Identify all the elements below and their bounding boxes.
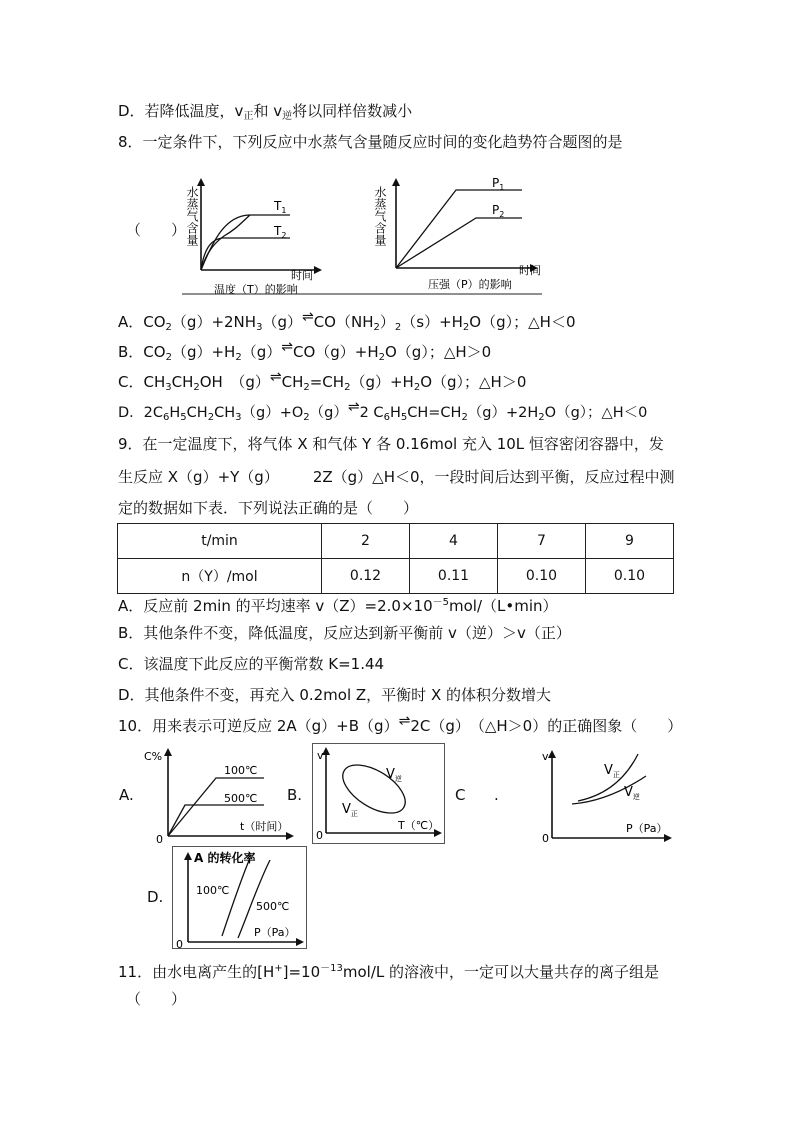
q8-fig1-x-arrow [314, 266, 322, 274]
q8-fig1-label-t2: $T_2$ [274, 224, 287, 240]
table-cell: 9 [585, 524, 673, 559]
q8-fig2-label-p1: $P_1$ [492, 178, 505, 192]
figD-line2-label: 500℃ [256, 900, 290, 913]
figD-y-arrow [184, 852, 192, 860]
q10-figure-b [312, 743, 446, 845]
figB-ylabel: v [317, 749, 324, 762]
q9-option-b: B．其他条件不变，降低温度，反应达到新平衡前 v（逆）＞v（正） [118, 624, 571, 642]
q8-fig2 [373, 178, 541, 291]
figA-ylabel: C% [144, 750, 163, 763]
q8-fig1 [185, 178, 322, 296]
figD-ylabel: A 的转化率 [194, 851, 256, 865]
q8-fig1-curve-detail [201, 215, 250, 270]
table-cell: 4 [410, 524, 498, 559]
q10-figure-a [140, 744, 303, 844]
figB-xlabel: T（℃） [398, 819, 440, 832]
q7-option-d: D．若降低温度，$v_正$和 $v_逆$将以同样倍数减小 [118, 102, 413, 122]
figC-ylabel: v [542, 750, 549, 763]
figC-x-arrow [664, 834, 672, 842]
q9-stem-line2: 生反应 X（g）+Y（g） 2Z（g）△H＜0，一段时间后达到平衡，反应过程中测 [118, 468, 675, 486]
q8-fig2-caption: 压强（P）的影响 [428, 278, 512, 291]
q8-fig1-ylabel: 水蒸气含量 [185, 186, 199, 246]
figA-origin: 0 [156, 833, 163, 844]
q10-figure-d [172, 846, 308, 950]
q8-fig1-xlabel: 时间 [291, 269, 313, 282]
figC-origin: 0 [542, 832, 549, 844]
table-header-row [118, 524, 674, 559]
figB-origin: 0 [316, 829, 323, 842]
table-cell: 0.11 [410, 559, 498, 594]
q9-option-d: D．其他条件不变，再充入 0.2mol Z，平衡时 X 的体积分数增大 [118, 686, 551, 704]
q8-fig1-label-t1: $T_1$ [274, 199, 287, 215]
q8-fig2-label-p2: $P_2$ [492, 203, 505, 219]
q10-stem: 10．用来表示可逆反应 2A（g）+B（g）⇌2C（g） （△H＞0）的正确图象（ ） [118, 713, 683, 735]
q9-stem-line1: 9．在一定温度下，将气体 X 和气体 Y 各 0.16mol 充入 10L 恒容密闭容器中，发 [118, 435, 664, 453]
q11-stem: 11．由水电离产生的$[H^+]=10^{-13}mol/L$ 的溶液中，一定可以大量共存的离子组是 [118, 963, 660, 981]
table-cell: 0.12 [322, 559, 410, 594]
figC-vrev-label: $V_逆$ [624, 785, 640, 801]
table-cell: t/min [118, 524, 322, 559]
figC-xlabel: P（Pa） [626, 822, 668, 835]
q8-fig1-y-arrow [197, 178, 205, 186]
q10-letter-d: D. [147, 888, 164, 906]
q11-answer-blank: （ ） [126, 990, 187, 1008]
figC-vfwd-label: $V_正$ [604, 763, 620, 779]
q8-option-a: A．$CO_2(g)+2NH_3(g)\rightleftharpoons CO(NH_2)_2(s)+H_2O(g)$；△H＜0 [118, 309, 576, 333]
figB-vrev-label: $V_逆$ [386, 767, 402, 783]
table-cell: 7 [497, 524, 585, 559]
q10-figure-c [538, 746, 678, 844]
table-cell: 0.10 [497, 559, 585, 594]
figA-line1-label: 100℃ [224, 764, 258, 777]
figC-y-arrow [548, 750, 556, 758]
q9-data-table [117, 523, 674, 594]
q9-option-a: A．反应前 2min 的平均速率 $v(Z)=2.0\times 10^{-5}mol/(L•\min)$ [118, 597, 558, 615]
table-cell: 2 [322, 524, 410, 559]
q9-stem-line3: 定的数据如下表．下列说法正确的是（ ） [118, 499, 419, 517]
figD-line1-label: 100℃ [196, 884, 230, 897]
q8-figure [174, 178, 544, 296]
q8-fig2-xlabel: 时间 [519, 264, 541, 277]
q10-letter-b: B. [287, 786, 303, 804]
q8-option-c: C．$CH_3CH_2OH$ $(g)\rightleftharpoons CH_2=CH_2(g)+H_2O(g)$；△H＞0 [118, 369, 527, 393]
figA-y-arrow [164, 748, 172, 756]
q9-option-c: C．该温度下此反应的平衡常数 K=1.44 [118, 655, 385, 673]
q8-stem: 8．一定条件下，下列反应中水蒸气含量随反应时间的变化趋势符合题图的是 [118, 133, 623, 151]
table-row [118, 559, 674, 594]
q8-option-d: D．$2C_6H_5CH_2CH_3(g)+O_2(g)\rightleftharpoons 2$ $C_6H_5CH=CH_2(g)+2H_2O(g)$；△H＜0 [118, 399, 648, 423]
q8-fig2-ylabel: 水蒸气含量 [373, 186, 387, 246]
q10-letter-c: C [455, 786, 466, 804]
q8-fig2-y-arrow [392, 178, 400, 186]
q8-option-b: B．$CO_2(g)+H_2(g)\rightleftharpoons CO(g)+H_2O(g)$；△H＞0 [118, 339, 492, 363]
q8-fig1-caption: 温度（T）的影响 [214, 283, 298, 296]
q10-letter-a: A. [119, 786, 134, 804]
q10-letter-c-dot: . [494, 786, 499, 804]
figA-x-arrow [286, 832, 294, 840]
figB-vfwd-label: $V_正$ [342, 802, 358, 818]
figD-origin: 0 [176, 938, 183, 950]
figD-curve-100 [222, 858, 250, 936]
figD-xlabel: P（Pa） [254, 926, 296, 939]
table-cell: n（Y）/mol [118, 559, 322, 594]
figA-line2-label: 500℃ [224, 792, 258, 805]
figD-x-arrow [296, 938, 304, 946]
table-cell: 0.10 [585, 559, 673, 594]
figA-xlabel: t（时间） [240, 820, 289, 833]
q8-answer-blank: （ ） [126, 221, 187, 239]
